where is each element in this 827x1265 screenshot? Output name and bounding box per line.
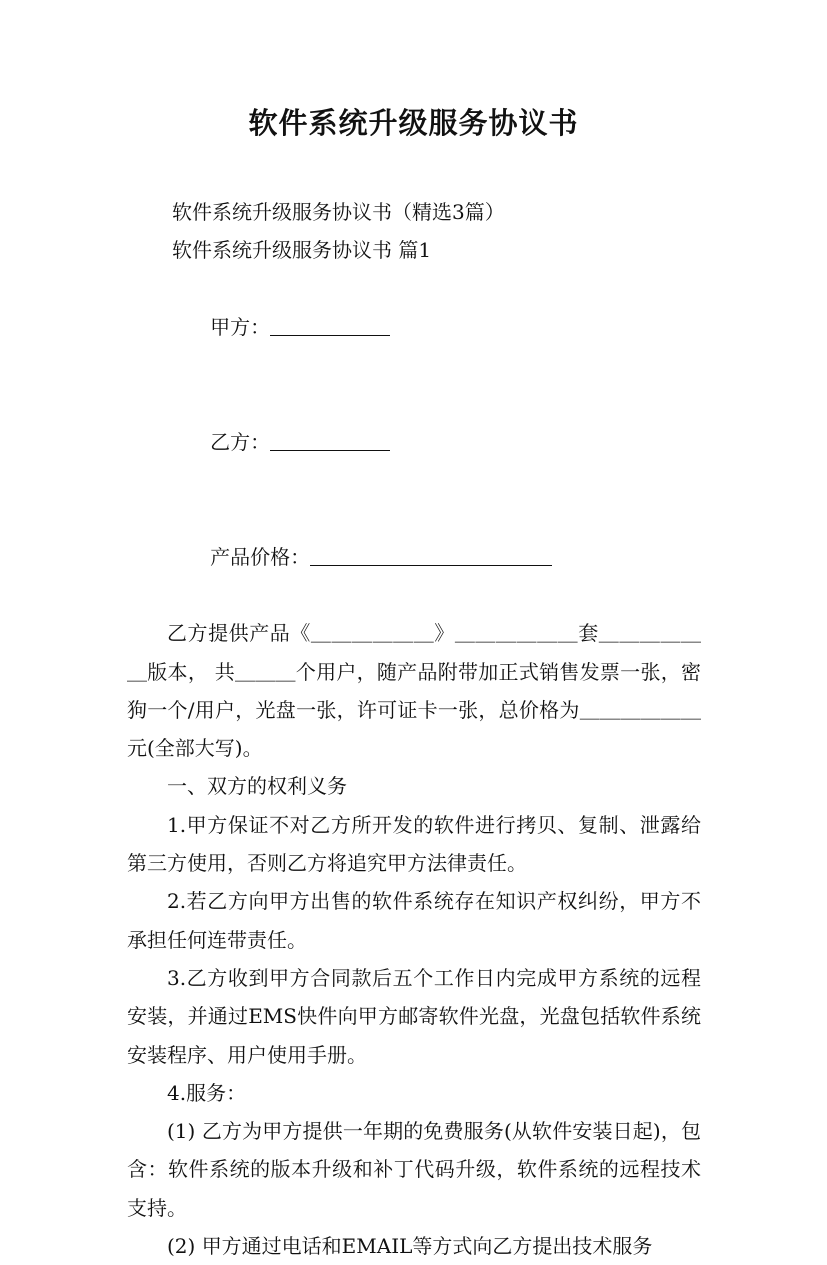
party-a-blank xyxy=(270,315,390,336)
paragraph-item-2: 2.若乙方向甲方出售的软件系统存在知识产权纠纷，甲方不承担任何连带责任。 xyxy=(127,889,701,952)
paragraph-item-3: 3.乙方收到甲方合同款后五个工作日内完成甲方系统的远程安装，并通过EMS快件向甲方邮寄软件光盘，光盘包括软件系统安装程序、用户使用手册。 xyxy=(127,965,701,1067)
document-body xyxy=(127,193,701,1265)
party-b-blank xyxy=(270,430,390,451)
party-a-label: 甲方： xyxy=(210,314,271,339)
document-title: 软件系统升级服务协议书 xyxy=(248,106,579,140)
price-blank xyxy=(310,545,552,566)
party-b-line xyxy=(127,384,701,499)
section-heading-rights: 一、双方的权利义务 xyxy=(167,774,347,799)
paragraph-service-1: (1) 乙方为甲方提供一年期的免费服务(从软件安装日起)，包含：软件系统的版本升级和补丁代码升级，软件系统的远程技术支持。 xyxy=(127,1119,701,1220)
party-b-label: 乙方： xyxy=(210,429,271,454)
chapter-heading: 软件系统升级服务协议书 篇1 xyxy=(172,238,432,263)
paragraph-item-1: 1.甲方保证不对乙方所开发的软件进行拷贝、复制、泄露给第三方使用，否则乙方将追究甲方法律责任。 xyxy=(127,812,701,876)
paragraph-product: 乙方提供产品《＿＿＿＿＿＿》＿＿＿＿＿＿套＿＿＿＿＿＿版本， 共＿＿＿个用户，随产品附带加正式销售发票一张，密狗一个/用户，光盘一张，许可证卡一张，总价格为＿＿＿＿＿＿元(全部大写)。 xyxy=(127,621,701,761)
subtitle: 软件系统升级服务协议书（精选3篇） xyxy=(172,200,505,224)
paragraph-service-2: (2) 甲方通过电话和EMAIL等方式向乙方提出技术服务 xyxy=(167,1234,653,1259)
paragraph-item-4: 4.服务： xyxy=(167,1080,247,1105)
price-line xyxy=(127,499,701,614)
price-label: 产品价格： xyxy=(210,544,311,569)
party-a-line xyxy=(127,270,701,385)
